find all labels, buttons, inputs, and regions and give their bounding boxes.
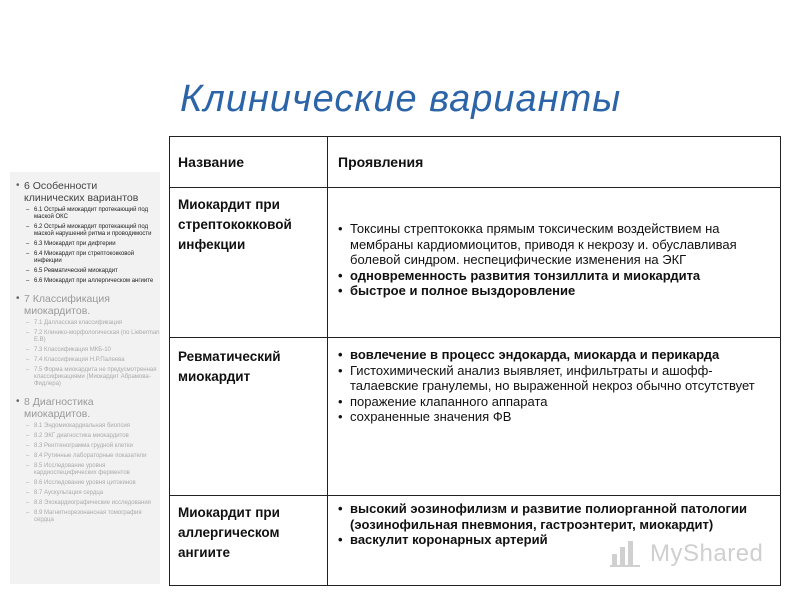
sidebar-subitem: – 8.7 Аускультация сердца [24, 490, 160, 497]
sidebar-subitem: – 7.4 Классификация Н.Р.Палеева [24, 357, 160, 364]
list-item: • быстрое и полное выздоровление [338, 283, 778, 299]
watermark-text: MyShared [650, 540, 764, 567]
sidebar-subitem: – 8.4 Рутинные лабораторные показатели [24, 453, 160, 460]
list-item: • васкулит коронарных артерий [338, 532, 778, 548]
list-item: • высокий эозинофилизм и развитие полиорганной патологии (эозинофильная пневмония, гастроэнтерит, миокардит) [338, 501, 778, 532]
sidebar-subitem: – 6.6 Миокардит при аллергическом ангиите [24, 278, 160, 285]
sidebar-subitem: – 8.2 ЭКГ диагностика миокардитов [24, 433, 160, 440]
row-name: Миокардит при стрептококковой инфекции [178, 197, 292, 252]
list-item: • Токсины стрептококка прямым токсическим воздействием на мембраны кардиомиоцитов, приводя к некрозу и. обуславливая болевой синдром. неспецифические изменения на ЭКГ [338, 221, 778, 268]
sidebar-subitem: – 8.6 Исследование уровня цитокинов [24, 480, 160, 487]
row-divider [170, 187, 780, 188]
sidebar-subitem: – 8.5 Исследование уровня кардиоспецифических ферментов [24, 463, 160, 477]
sidebar-subitem: – 6.2 Острый миокардит протекающий под маской нарушений ритма и проводимости [24, 224, 160, 238]
sidebar-subitem: – 7.3 Классификация МКБ-10 [24, 347, 160, 354]
list-item: • вовлечение в процесс эндокарда, миокарда и перикарда [338, 347, 778, 363]
manifestations-list [338, 347, 778, 425]
sidebar-outline [10, 172, 160, 584]
list-item: • поражение клапанного аппарата [338, 394, 778, 410]
sidebar-section [10, 396, 160, 524]
row-divider [170, 337, 780, 338]
manifestations-list [338, 221, 778, 299]
sidebar-section-title: • 7 Классификация миокардитов. [24, 293, 110, 317]
sidebar-subitem: – 6.5 Ревматический миокардит [24, 268, 160, 275]
header-name: Название [178, 154, 245, 170]
header-manifestations: Проявления [338, 154, 424, 170]
sidebar-section [10, 293, 160, 388]
sidebar-subitem: – 6.4 Миокардит при стрептококковой инфекции [24, 251, 160, 265]
sidebar-subitem: – 7.5 Форма миокардита не предусмотренная классификациями (Миокардит Абрамова-Фидлера) [24, 367, 160, 388]
slide-title: Клинические варианты [180, 78, 622, 120]
list-item: • сохраненные значения ФВ [338, 409, 778, 425]
sidebar-section-title: • 8 Диагностика миокардитов. [24, 396, 94, 420]
row-name: Ревматический миокардит [178, 349, 281, 384]
sidebar-section-title: • 6 Особенности клинических вариантов [24, 180, 139, 204]
sidebar-subitem: – 8.9 Магнитнорезонансная томография сердца [24, 510, 160, 524]
sidebar-subitem: – 6.3 Миокардит при дифтерии [24, 241, 160, 248]
sidebar-subitem: – 8.3 Рентгенограмма грудной клетки [24, 443, 160, 450]
sidebar-subitem: – 6.1 Острый миокардит протекающий под маской ОКС [24, 207, 160, 221]
chart-logo-icon [610, 538, 644, 568]
sidebar-subitem: – 7.1 Далласская классификация [24, 320, 160, 327]
sidebar-subitem: – 8.8 Эхокардиографические исследования [24, 500, 160, 507]
row-name: Миокардит при аллергическом ангиите [178, 505, 280, 560]
column-divider [327, 137, 328, 585]
sidebar-subitem: – 8.1 Эндомиокардиальная биопсия [24, 423, 160, 430]
sidebar-subitem: – 7.2 Клинико-морфологическая (по Lieberman E.B) [24, 330, 160, 344]
watermark [610, 538, 780, 570]
clinical-variants-table [169, 136, 781, 586]
list-item: • Гистохимический анализ выявляет, инфильтраты и ашофф-талаевские гранулемы, но выраженной некроз обычно отсутствует [338, 363, 778, 394]
sidebar-section [10, 180, 160, 285]
list-item: • одновременность развития тонзиллита и миокардита [338, 268, 778, 284]
row-divider [170, 495, 780, 496]
